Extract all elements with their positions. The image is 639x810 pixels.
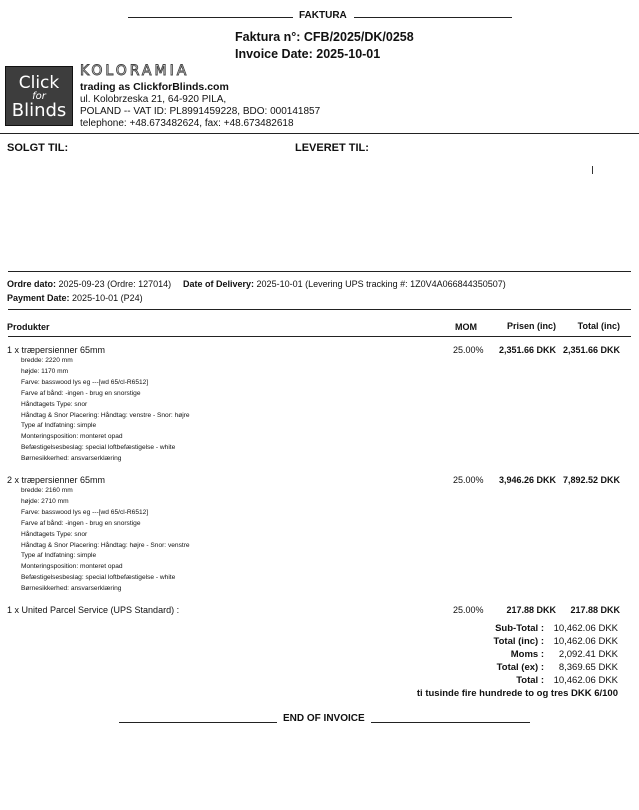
attr-mount-position: Monteringsposition: monteret opad (21, 433, 123, 441)
header-rule-right (354, 17, 512, 18)
line-item-price: 217.88 DKK (506, 605, 556, 615)
line-item-title: 2 x træpersienner 65mm (7, 475, 106, 485)
line-item-attributes (21, 356, 190, 465)
totals-value: 10,462.06 DKK (553, 636, 618, 647)
attr-frame-type: Type af Indfatning: simple (21, 552, 97, 560)
header-rule-left (128, 17, 293, 18)
attr-tape-color: Farve af bånd: -ingen - brug en snorstige (21, 389, 141, 397)
order-date-label: Ordre dato: (7, 279, 57, 289)
company-contact: telephone: +48.673482624, fax: +48.673482618 (80, 118, 294, 129)
col-header-price: Prisen (inc) (506, 321, 556, 331)
col-header-product: Produkter (7, 322, 50, 332)
col-header-total: Total (inc) (577, 321, 620, 331)
scan-mark (592, 166, 593, 174)
line-item-total: 2,351.66 DKK (562, 345, 620, 355)
attr-color: Farve: basswood lys eg ---[wd 65/cl-R6512] (21, 378, 149, 386)
order-rule (8, 309, 631, 310)
invoice-number: Faktura n°: CFB/2025/DK/0258 (235, 30, 414, 44)
attr-child-safety: Børnesikkerhed: ansvarserklæring (21, 455, 122, 463)
totals-value: 8,369.65 DKK (558, 662, 618, 673)
company-logo (5, 66, 73, 126)
brand-name: KOLORAMIA (80, 63, 190, 79)
totals-label: Total : (516, 675, 544, 686)
totals-value: 10,462.06 DKK (553, 623, 618, 634)
delivered-to-label: LEVERET TIL: (295, 142, 369, 154)
totals-label: Moms : (510, 649, 544, 660)
attr-width: bredde: 2220 mm (21, 357, 73, 364)
totals-value: 10,462.06 DKK (553, 675, 618, 686)
line-item-total: 217.88 DKK (570, 605, 620, 615)
totals-row (424, 649, 618, 660)
trading-as: trading as ClickforBlinds.com (80, 81, 229, 93)
order-date-value: 2025-09-23 (Ordre: 127014) (58, 279, 172, 289)
attr-bracket: Befæstigelsesbeslag: special loftbefæstigelse - white (21, 574, 176, 582)
invoice-date: Invoice Date: 2025-10-01 (235, 47, 381, 61)
line-item-title: 1 x træpersienner 65mm (7, 345, 106, 355)
footer-rule-right (371, 722, 530, 723)
attr-width: bredde: 2160 mm (21, 487, 73, 494)
company-rule (0, 133, 639, 134)
attr-handle-placement: Håndtag & Snor Placering: Håndtag: højre - Snor: venstre (21, 541, 190, 549)
totals-label: Sub-Total : (495, 623, 544, 634)
totals-row (424, 662, 618, 673)
totals-value: 2,092.41 DKK (558, 649, 618, 660)
line-item-title: 1 x United Parcel Service (UPS Standard) : (7, 605, 180, 615)
attr-color: Farve: basswood lys eg ---[wd 65/cl-R6512] (21, 508, 149, 516)
attr-height: højde: 2710 mm (21, 497, 69, 505)
end-of-invoice: END OF INVOICE (283, 713, 365, 724)
totals-label: Total (ex) : (496, 662, 544, 673)
logo-word-for: for (32, 91, 46, 102)
attr-bracket: Befæstigelsesbeslag: special loftbefæstigelse - white (21, 444, 176, 452)
amount-in-words: ti tusinde fire hundrede to og tres DKK 6/100 (416, 688, 618, 699)
logo-word-blinds: Blinds (11, 100, 67, 121)
line-item-vat: 25.00% (453, 345, 484, 355)
delivery-date (183, 279, 506, 289)
payment-date-value: 2025-10-01 (P24) (72, 293, 143, 303)
payment-date (7, 293, 143, 303)
line-item-price: 2,351.66 DKK (498, 345, 556, 355)
attr-handle-type: Håndtagets Type: snor (21, 530, 88, 538)
doc-title: FAKTURA (299, 10, 347, 21)
line-item-vat: 25.00% (453, 475, 484, 485)
line-item-attributes (21, 486, 190, 595)
totals-row (424, 675, 618, 686)
parties-rule (8, 271, 631, 272)
company-vat: POLAND -- VAT ID: PL8991459228, BDO: 000141857 (80, 106, 321, 117)
logo-word-click: Click (18, 73, 60, 93)
delivery-date-label: Date of Delivery: (183, 279, 255, 289)
sold-to-label: SOLGT TIL: (7, 142, 69, 154)
totals-row (424, 636, 618, 647)
payment-date-label: Payment Date: (7, 293, 70, 303)
company-address: ul. Kolobrzeska 21, 64-920 PILA, (80, 94, 227, 105)
attr-child-safety: Børnesikkerhed: ansvarserklæring (21, 585, 122, 593)
attr-handle-placement: Håndtag & Snor Placering: Håndtag: venstre - Snor: højre (21, 411, 190, 419)
line-item-total: 7,892.52 DKK (562, 475, 620, 485)
attr-handle-type: Håndtagets Type: snor (21, 400, 88, 408)
delivery-date-value: 2025-10-01 (Levering UPS tracking #: 1Z0V4A066844350507) (256, 279, 506, 289)
order-date (7, 279, 171, 289)
attr-frame-type: Type af Indfatning: simple (21, 422, 97, 430)
attr-height: højde: 1170 mm (21, 367, 69, 375)
attr-tape-color: Farve af bånd: -ingen - brug en snorstige (21, 519, 141, 527)
footer-rule-left (119, 722, 277, 723)
line-item-vat: 25.00% (453, 605, 484, 615)
col-header-vat: MOM (455, 322, 477, 332)
table-header-rule (8, 336, 631, 337)
totals-row (424, 623, 618, 634)
totals-label: Total (inc) : (493, 636, 544, 647)
line-item-price: 3,946.26 DKK (498, 475, 556, 485)
attr-mount-position: Monteringsposition: monteret opad (21, 563, 123, 571)
